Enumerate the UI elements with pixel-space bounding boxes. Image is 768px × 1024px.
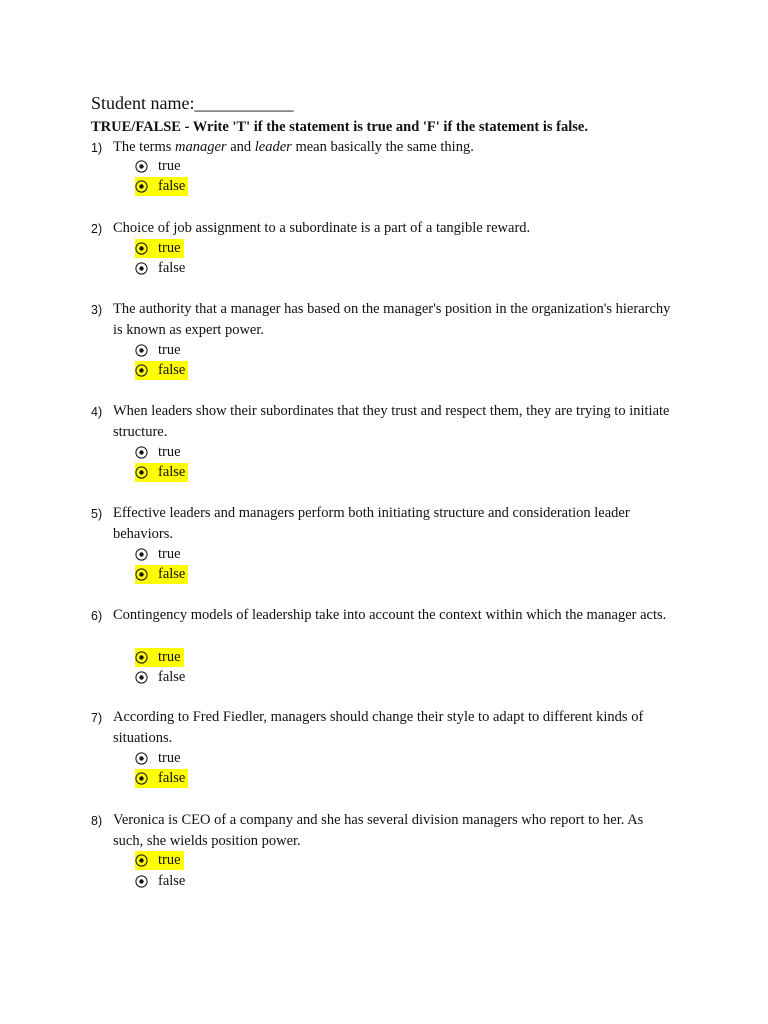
instructions-heading: TRUE/FALSE - Write 'T' if the statement is true and 'F' if the statement is false. (91, 119, 588, 135)
option-false[interactable] (135, 872, 188, 891)
radio-button-icon (135, 548, 148, 561)
radio-button-icon (135, 651, 148, 664)
option-true-selected[interactable] (135, 851, 184, 870)
option-label: true (158, 852, 181, 868)
radio-button-icon (135, 180, 148, 193)
option-label: true (158, 158, 181, 174)
option-label: true (158, 342, 181, 358)
question-text: According to Fred Fiedler, managers should change their style to adapt to different kinds of situations. (113, 709, 644, 746)
radio-button-icon (135, 466, 148, 479)
question-text: Choice of job assignment to a subordinate is a part of a tangible reward. (113, 220, 531, 236)
option-label: true (158, 649, 181, 665)
question-number: 3) (91, 303, 103, 317)
option-false-selected[interactable] (135, 769, 188, 788)
radio-button-icon (135, 875, 148, 888)
option-false-selected[interactable] (135, 565, 188, 584)
option-true-selected[interactable] (135, 239, 184, 258)
radio-button-icon (135, 772, 148, 785)
option-true[interactable] (135, 443, 184, 462)
option-label: false (158, 464, 186, 480)
question-text: When leaders show their subordinates that they trust and respect them, they are trying to initiate structure. (113, 403, 670, 440)
option-false[interactable] (135, 668, 188, 687)
option-label: false (158, 770, 186, 786)
question-text: Veronica is CEO of a company and she has several division managers who report to her. As such, she wields position power. (113, 812, 644, 849)
option-true[interactable] (135, 749, 184, 768)
option-label: false (158, 566, 186, 582)
option-label: true (158, 546, 181, 562)
radio-button-icon (135, 752, 148, 765)
option-label: false (158, 362, 186, 378)
radio-button-icon (135, 262, 148, 275)
radio-button-icon (135, 854, 148, 867)
option-label: false (158, 260, 186, 276)
question-number: 8) (91, 814, 103, 828)
radio-button-icon (135, 242, 148, 255)
radio-button-icon (135, 364, 148, 377)
question-number: 5) (91, 507, 103, 521)
option-label: true (158, 750, 181, 766)
radio-button-icon (135, 446, 148, 459)
option-false-selected[interactable] (135, 177, 188, 196)
option-true[interactable] (135, 545, 184, 564)
radio-button-icon (135, 344, 148, 357)
option-label: true (158, 240, 181, 256)
question-number: 6) (91, 609, 103, 623)
option-label: false (158, 669, 186, 685)
radio-button-icon (135, 671, 148, 684)
option-label: true (158, 444, 181, 460)
student-name-field: Student name:___________ (91, 93, 294, 113)
question-text: The terms manager and leader mean basically the same thing. (113, 139, 474, 155)
option-true-selected[interactable] (135, 648, 184, 667)
option-true[interactable] (135, 341, 184, 360)
radio-button-icon (135, 160, 148, 173)
option-false-selected[interactable] (135, 361, 188, 380)
option-false[interactable] (135, 259, 188, 278)
question-text: The authority that a manager has based on the manager's position in the organization's hierarchy is known as expert power. (113, 301, 671, 338)
question-text: Effective leaders and managers perform both initiating structure and consideration leader behaviors. (113, 505, 630, 542)
option-false-selected[interactable] (135, 463, 188, 482)
option-label: false (158, 178, 186, 194)
question-number: 1) (91, 141, 103, 155)
question-number: 2) (91, 222, 103, 236)
question-text: Contingency models of leadership take into account the context within which the manager acts. (113, 607, 667, 623)
radio-button-icon (135, 568, 148, 581)
question-number: 7) (91, 711, 103, 725)
question-number: 4) (91, 405, 103, 419)
option-label: false (158, 873, 186, 889)
option-true[interactable] (135, 157, 184, 176)
